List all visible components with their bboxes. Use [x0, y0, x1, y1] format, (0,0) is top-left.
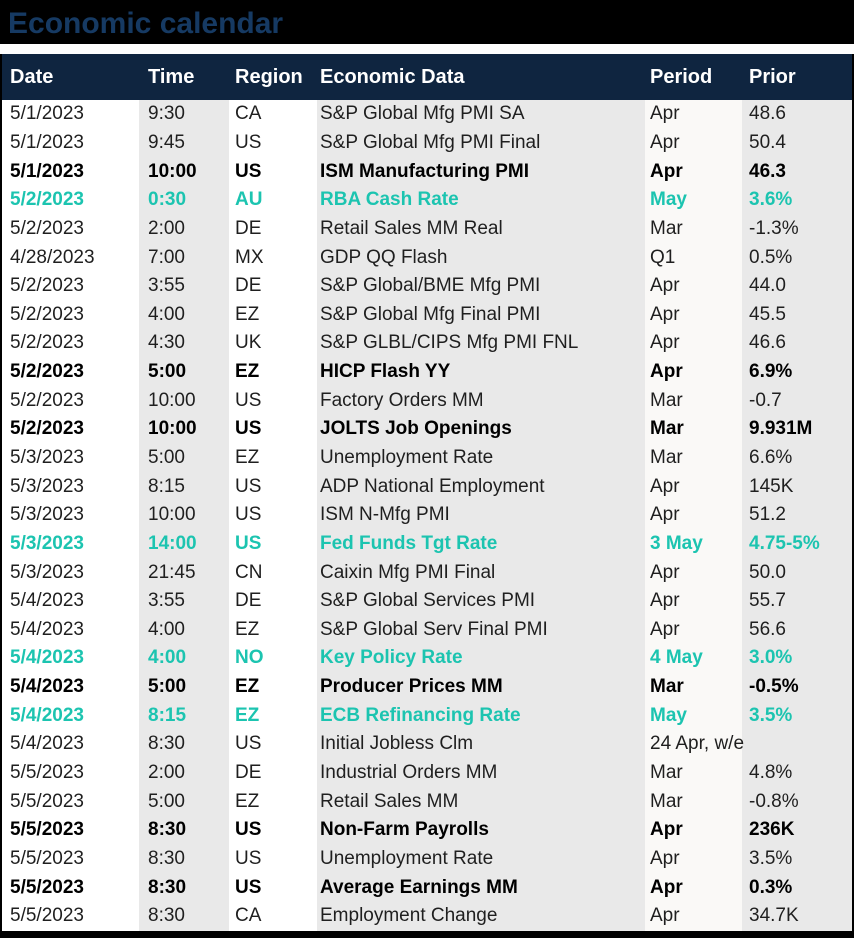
cell-time: 10:00: [139, 501, 229, 530]
cell-time: 14:00: [139, 530, 229, 559]
cell-period: Apr: [645, 329, 742, 358]
cell-prior: 3.6%: [742, 186, 852, 215]
cell-time: 5:00: [139, 444, 229, 473]
cell-region: UK: [229, 329, 317, 358]
table-row: [2, 272, 852, 301]
cell-region: EZ: [229, 358, 317, 387]
table-row: [2, 587, 852, 616]
cell-period: Apr: [645, 129, 742, 158]
cell-time: 4:00: [139, 616, 229, 645]
cell-date: 5/2/2023: [2, 358, 139, 387]
cell-prior: 4.75-5%: [742, 530, 852, 559]
cell-data: Key Policy Rate: [317, 644, 645, 673]
table-row: [2, 415, 852, 444]
cell-data: Caixin Mfg PMI Final: [317, 558, 645, 587]
table-row: [2, 386, 852, 415]
cell-prior: 236K: [742, 816, 852, 845]
cell-time: 2:00: [139, 215, 229, 244]
cell-period: Apr: [645, 587, 742, 616]
cell-date: 5/4/2023: [2, 701, 139, 730]
cell-data: Producer Prices MM: [317, 673, 645, 702]
cell-time: 8:30: [139, 845, 229, 874]
cell-prior: 46.6: [742, 329, 852, 358]
cell-period: Apr: [645, 816, 742, 845]
cell-region: US: [229, 501, 317, 530]
cell-time: 8:15: [139, 472, 229, 501]
cell-period: Apr: [645, 902, 742, 931]
economic-calendar-table-wrap: [0, 54, 854, 936]
cell-time: 0:30: [139, 186, 229, 215]
cell-region: EZ: [229, 616, 317, 645]
table-row: [2, 215, 852, 244]
cell-region: CA: [229, 100, 317, 129]
cell-period: 24 Apr, w/e: [645, 730, 742, 759]
title-divider: [0, 44, 854, 54]
cell-region: EZ: [229, 701, 317, 730]
cell-period: Apr: [645, 616, 742, 645]
cell-prior: 50.0: [742, 558, 852, 587]
cell-time: 8:30: [139, 730, 229, 759]
cell-time: 8:30: [139, 816, 229, 845]
cell-region: EZ: [229, 673, 317, 702]
cell-period: Apr: [645, 272, 742, 301]
cell-prior: -0.8%: [742, 787, 852, 816]
column-header-region: Region: [229, 54, 317, 100]
cell-prior: 3.0%: [742, 644, 852, 673]
table-row: [2, 759, 852, 788]
column-header-economic-data: Economic Data: [317, 54, 645, 100]
cell-date: 4/28/2023: [2, 243, 139, 272]
cell-data: S&P Global/BME Mfg PMI: [317, 272, 645, 301]
cell-data: S&P Global Mfg PMI Final: [317, 129, 645, 158]
cell-date: 5/2/2023: [2, 386, 139, 415]
table-row: [2, 129, 852, 158]
cell-data: ECB Refinancing Rate: [317, 701, 645, 730]
cell-period: Mar: [645, 215, 742, 244]
table-row: [2, 243, 852, 272]
cell-data: Unemployment Rate: [317, 444, 645, 473]
cell-date: 5/5/2023: [2, 787, 139, 816]
cell-period: Mar: [645, 386, 742, 415]
cell-time: 8:15: [139, 701, 229, 730]
cell-date: 5/3/2023: [2, 558, 139, 587]
cell-date: 5/4/2023: [2, 587, 139, 616]
cell-prior: 50.4: [742, 129, 852, 158]
cell-period: 4 May: [645, 644, 742, 673]
table-row: [2, 157, 852, 186]
cell-data: HICP Flash YY: [317, 358, 645, 387]
cell-data: S&P GLBL/CIPS Mfg PMI FNL: [317, 329, 645, 358]
cell-data: ISM Manufacturing PMI: [317, 157, 645, 186]
cell-date: 5/5/2023: [2, 902, 139, 931]
cell-period: Mar: [645, 759, 742, 788]
cell-period: Mar: [645, 444, 742, 473]
cell-date: 5/2/2023: [2, 300, 139, 329]
cell-data: Factory Orders MM: [317, 386, 645, 415]
cell-time: 3:55: [139, 272, 229, 301]
cell-prior: -1.3%: [742, 215, 852, 244]
cell-time: 5:00: [139, 787, 229, 816]
cell-data: Initial Jobless Clm: [317, 730, 645, 759]
table-row: [2, 902, 852, 931]
cell-prior: 0.3%: [742, 873, 852, 902]
cell-period: Mar: [645, 415, 742, 444]
cell-date: 5/1/2023: [2, 100, 139, 129]
cell-period: Apr: [645, 157, 742, 186]
cell-region: US: [229, 157, 317, 186]
table-row: [2, 100, 852, 129]
cell-region: US: [229, 415, 317, 444]
cell-data: Non-Farm Payrolls: [317, 816, 645, 845]
cell-date: 5/3/2023: [2, 501, 139, 530]
cell-region: US: [229, 873, 317, 902]
cell-data: S&P Global Services PMI: [317, 587, 645, 616]
cell-period: Apr: [645, 845, 742, 874]
cell-prior: 34.7K: [742, 902, 852, 931]
table-header-row: [2, 54, 852, 100]
cell-prior: 6.9%: [742, 358, 852, 387]
table-row: [2, 186, 852, 215]
cell-date: 5/5/2023: [2, 816, 139, 845]
column-header-date: Date: [2, 54, 139, 100]
cell-prior: [742, 730, 852, 759]
cell-prior: 45.5: [742, 300, 852, 329]
cell-date: 5/4/2023: [2, 644, 139, 673]
cell-date: 5/4/2023: [2, 730, 139, 759]
cell-date: 5/5/2023: [2, 845, 139, 874]
cell-prior: 48.6: [742, 100, 852, 129]
cell-period: Q1: [645, 243, 742, 272]
cell-time: 10:00: [139, 386, 229, 415]
table-row: [2, 358, 852, 387]
cell-period: Apr: [645, 873, 742, 902]
table-row: [2, 787, 852, 816]
cell-prior: 145K: [742, 472, 852, 501]
economic-calendar-table: [2, 54, 852, 931]
cell-region: EZ: [229, 787, 317, 816]
page-title: Economic calendar: [0, 0, 854, 44]
cell-date: 5/2/2023: [2, 215, 139, 244]
cell-prior: 4.8%: [742, 759, 852, 788]
cell-region: CN: [229, 558, 317, 587]
table-row: [2, 644, 852, 673]
table-row: [2, 845, 852, 874]
cell-data: JOLTS Job Openings: [317, 415, 645, 444]
cell-data: ADP National Employment: [317, 472, 645, 501]
cell-time: 4:00: [139, 300, 229, 329]
cell-date: 5/3/2023: [2, 444, 139, 473]
cell-prior: 3.5%: [742, 701, 852, 730]
cell-data: Fed Funds Tgt Rate: [317, 530, 645, 559]
cell-period: Apr: [645, 472, 742, 501]
cell-region: NO: [229, 644, 317, 673]
cell-time: 4:30: [139, 329, 229, 358]
cell-prior: 56.6: [742, 616, 852, 645]
cell-region: EZ: [229, 444, 317, 473]
cell-data: S&P Global Mfg PMI SA: [317, 100, 645, 129]
cell-region: DE: [229, 215, 317, 244]
cell-date: 5/5/2023: [2, 873, 139, 902]
cell-time: 9:45: [139, 129, 229, 158]
cell-period: 3 May: [645, 530, 742, 559]
cell-data: Industrial Orders MM: [317, 759, 645, 788]
cell-region: US: [229, 129, 317, 158]
cell-date: 5/3/2023: [2, 472, 139, 501]
cell-region: CA: [229, 902, 317, 931]
cell-prior: 0.5%: [742, 243, 852, 272]
cell-time: 5:00: [139, 358, 229, 387]
table-row: [2, 444, 852, 473]
cell-time: 10:00: [139, 157, 229, 186]
cell-time: 8:30: [139, 873, 229, 902]
cell-period: Apr: [645, 358, 742, 387]
table-row: [2, 816, 852, 845]
cell-date: 5/2/2023: [2, 415, 139, 444]
cell-region: EZ: [229, 300, 317, 329]
cell-data: Retail Sales MM: [317, 787, 645, 816]
cell-prior: 55.7: [742, 587, 852, 616]
cell-prior: 9.931M: [742, 415, 852, 444]
cell-period: Mar: [645, 673, 742, 702]
cell-period: Apr: [645, 100, 742, 129]
cell-region: DE: [229, 587, 317, 616]
cell-time: 4:00: [139, 644, 229, 673]
cell-period: Apr: [645, 501, 742, 530]
cell-region: DE: [229, 759, 317, 788]
cell-prior: -0.5%: [742, 673, 852, 702]
cell-time: 10:00: [139, 415, 229, 444]
cell-data: ISM N-Mfg PMI: [317, 501, 645, 530]
cell-region: US: [229, 816, 317, 845]
cell-region: US: [229, 472, 317, 501]
cell-prior: -0.7: [742, 386, 852, 415]
cell-prior: 44.0: [742, 272, 852, 301]
cell-data: Retail Sales MM Real: [317, 215, 645, 244]
cell-data: S&P Global Mfg Final PMI: [317, 300, 645, 329]
cell-region: MX: [229, 243, 317, 272]
cell-time: 3:55: [139, 587, 229, 616]
table-row: [2, 300, 852, 329]
cell-period: Apr: [645, 558, 742, 587]
column-header-prior: Prior: [742, 54, 852, 100]
cell-data: Unemployment Rate: [317, 845, 645, 874]
cell-period: Mar: [645, 787, 742, 816]
cell-region: DE: [229, 272, 317, 301]
cell-date: 5/4/2023: [2, 673, 139, 702]
cell-date: 5/1/2023: [2, 157, 139, 186]
table-row: [2, 673, 852, 702]
cell-time: 21:45: [139, 558, 229, 587]
column-header-period: Period: [645, 54, 742, 100]
table-row: [2, 701, 852, 730]
cell-time: 7:00: [139, 243, 229, 272]
cell-date: 5/2/2023: [2, 186, 139, 215]
cell-region: AU: [229, 186, 317, 215]
cell-region: US: [229, 730, 317, 759]
cell-date: 5/3/2023: [2, 530, 139, 559]
table-row: [2, 501, 852, 530]
cell-period: May: [645, 701, 742, 730]
cell-prior: 51.2: [742, 501, 852, 530]
cell-prior: 46.3: [742, 157, 852, 186]
cell-prior: 6.6%: [742, 444, 852, 473]
cell-time: 5:00: [139, 673, 229, 702]
column-header-time: Time: [139, 54, 229, 100]
table-row: [2, 558, 852, 587]
cell-time: 2:00: [139, 759, 229, 788]
cell-time: 8:30: [139, 902, 229, 931]
cell-data: S&P Global Serv Final PMI: [317, 616, 645, 645]
table-row: [2, 730, 852, 759]
table-row: [2, 472, 852, 501]
cell-region: US: [229, 386, 317, 415]
cell-date: 5/1/2023: [2, 129, 139, 158]
cell-data: Average Earnings MM: [317, 873, 645, 902]
cell-time: 9:30: [139, 100, 229, 129]
cell-date: 5/2/2023: [2, 329, 139, 358]
cell-data: RBA Cash Rate: [317, 186, 645, 215]
cell-region: US: [229, 530, 317, 559]
cell-date: 5/2/2023: [2, 272, 139, 301]
cell-data: GDP QQ Flash: [317, 243, 645, 272]
cell-region: US: [229, 845, 317, 874]
cell-prior: 3.5%: [742, 845, 852, 874]
table-row: [2, 616, 852, 645]
cell-period: Apr: [645, 300, 742, 329]
cell-data: Employment Change: [317, 902, 645, 931]
cell-period: May: [645, 186, 742, 215]
cell-date: 5/4/2023: [2, 616, 139, 645]
table-row: [2, 873, 852, 902]
table-row: [2, 329, 852, 358]
cell-date: 5/5/2023: [2, 759, 139, 788]
table-row: [2, 530, 852, 559]
